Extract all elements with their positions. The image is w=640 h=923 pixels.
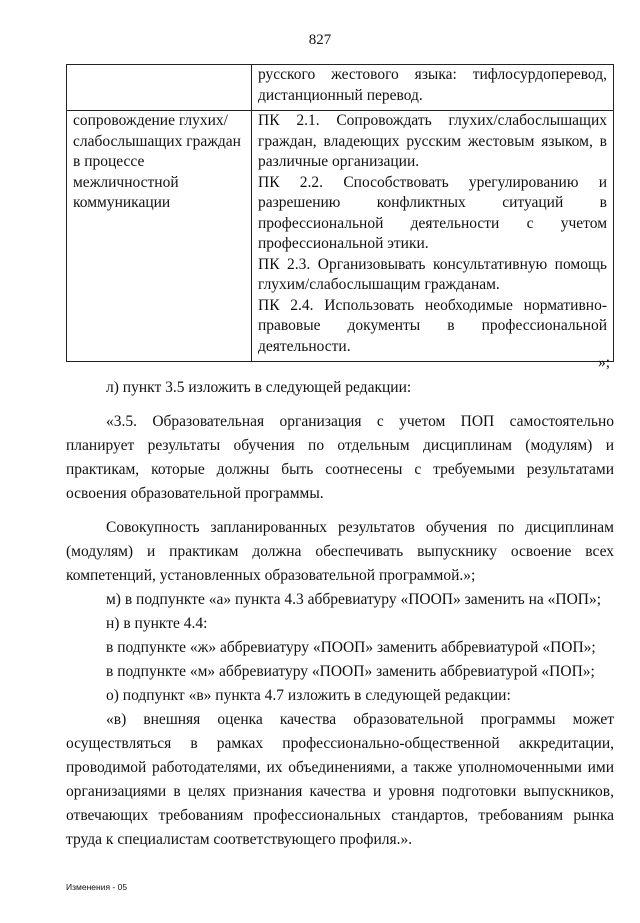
paragraph: м) в подпункте «а» пункта 4.3 аббревиатуру «ПООП» заменить на «ПОП»; xyxy=(106,591,602,608)
table-cell-activity xyxy=(67,65,252,111)
table-cell-competencies xyxy=(252,111,614,362)
paragraph: н) в пункте 4.4: xyxy=(106,615,208,632)
table-row xyxy=(67,65,614,111)
paragraph: в подпункте «ж» аббревиатуру «ПООП» заменить аббревиатурой «ПОП»; xyxy=(106,639,596,656)
page-number: 827 xyxy=(308,32,332,48)
paragraph: л) пункт 3.5 изложить в следующей редакции: xyxy=(106,379,412,396)
table-cell-competencies xyxy=(252,65,614,111)
competency-item: русского жестового языка: тифлосурдоперевод, дистанционный перевод. xyxy=(258,66,607,104)
table-closing-quote: »; xyxy=(597,354,610,371)
competency-item: ПК 2.3. Организовывать консультативную помощь глухим/слабослышащим гражданам. xyxy=(258,255,607,293)
paragraph: «в) внешняя оценка качества образовательной программы может осуществляться в рамках профессионально-общественной аккредитации, проводимой работодателями, их объединениями, а также уполномоченными ими организациями в целях признания качества и уровня подготовки выпускников, отвечающих требованиям профессиональных стандартов, требованиям рынка труда к специалистам соответствующего профиля.». xyxy=(66,711,614,848)
paragraph: «3.5. Образовательная организация с учетом ПОП самостоятельно планирует результаты обучения по отдельным дисциплинам (модулям) и практикам, которые должны быть соотнесены с требуемыми результатами освоения образовательной программы. xyxy=(66,413,614,502)
competency-table xyxy=(66,64,614,362)
paragraph: о) подпункт «в» пункта 4.7 изложить в следующей редакции: xyxy=(106,687,511,704)
competency-item: ПК 2.2. Способствовать урегулированию и разрешению конфликтных ситуаций в профессиональной деятельности с учетом профессиональной этики. xyxy=(258,173,607,252)
competency-item: ПК 2.4. Использовать необходимые нормативно-правовые документы в профессиональной деятельности. xyxy=(258,296,607,355)
paragraph: Совокупность запланированных результатов обучения по дисциплинам (модулям) и практикам должна обеспечивать выпускнику освоение всех компетенций, установленных образовательной программой.»; xyxy=(66,519,614,584)
competency-item: ПК 2.1. Сопровождать глухих/слабослышащих граждан, владеющих русским жестовым языком, в различные организации. xyxy=(258,112,607,170)
paragraph: в подпункте «м» аббревиатуру «ПООП» заменить аббревиатурой «ПОП»; xyxy=(106,663,595,680)
table-row xyxy=(67,111,614,362)
footer-note: Изменения - 05 xyxy=(66,882,128,892)
amendment-text xyxy=(66,376,614,852)
table-cell-activity: сопровождение глухих/слабослышащих граждан в процессе межличностной коммуникации xyxy=(67,111,252,362)
